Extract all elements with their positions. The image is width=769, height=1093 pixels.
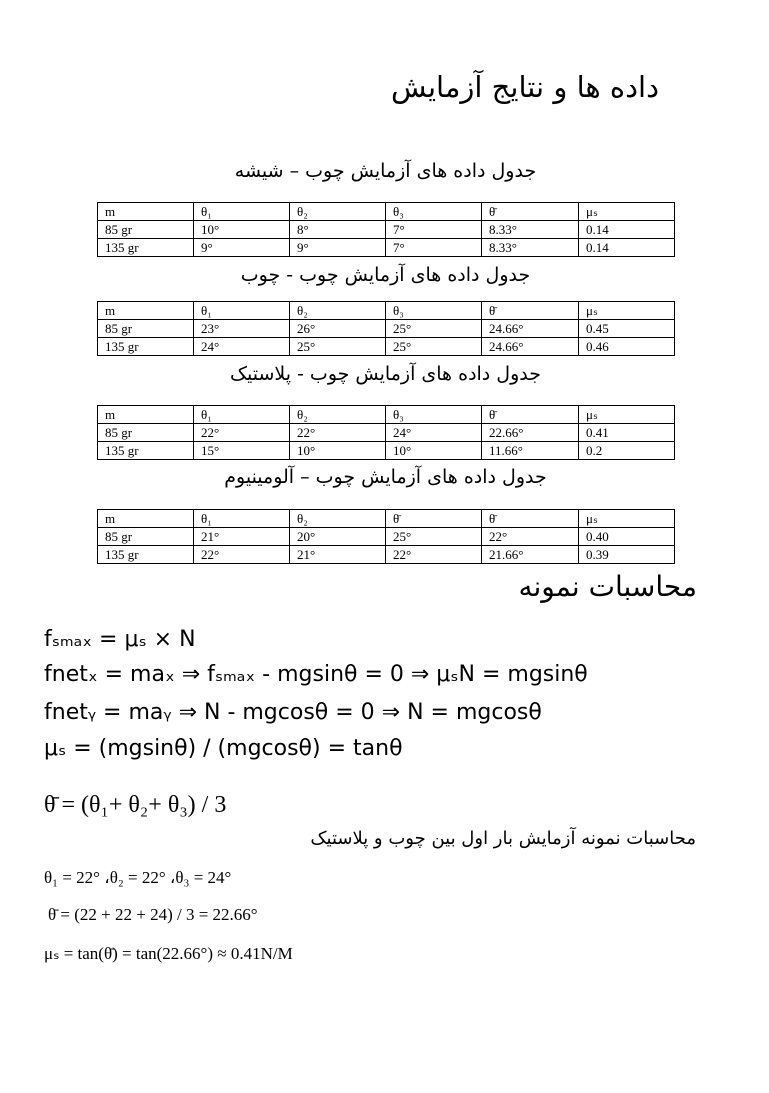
table-cell: 24.66° <box>482 338 579 356</box>
header-cell: θ₁ <box>194 510 290 528</box>
table-cell: 24° <box>386 424 482 442</box>
table-cell: 11.66° <box>482 442 579 460</box>
table-cell: 0.14 <box>579 239 675 257</box>
table-cell: 0.39 <box>579 546 675 564</box>
table-cell: 10° <box>386 442 482 460</box>
table-row <box>98 320 675 338</box>
header-cell: θ̄ <box>386 510 482 528</box>
sample-mu: μₛ = tan(θ̄) = tan(22.66°) ≈ 0.41N/M <box>44 944 293 963</box>
table-cell: 25° <box>386 528 482 546</box>
table-cell: 135 gr <box>98 239 194 257</box>
table-cell: 22° <box>194 546 290 564</box>
header-cell: m <box>98 302 194 320</box>
formula-mean-angle: θ̄ = (θ₁+ θ₂+ θ₃) / 3 <box>44 792 227 818</box>
table-row <box>98 546 675 564</box>
table-cell: 85 gr <box>98 424 194 442</box>
header-cell: μₛ <box>579 510 675 528</box>
table-cell: 15° <box>194 442 290 460</box>
table-row <box>98 442 675 460</box>
table-row <box>98 528 675 546</box>
table-caption-wood-wood: جدول داده های آزمایش چوب - چوب <box>240 264 531 286</box>
table-cell: 135 gr <box>98 442 194 460</box>
header-cell: θ₁ <box>194 203 290 221</box>
table-header-row <box>98 203 675 221</box>
table-cell: 9° <box>194 239 290 257</box>
table-header-row <box>98 406 675 424</box>
table-cell: 0.2 <box>579 442 675 460</box>
table-cell: 10° <box>194 221 290 239</box>
table-header-row <box>98 302 675 320</box>
header-cell: θ₁ <box>194 302 290 320</box>
table-cell: 135 gr <box>98 338 194 356</box>
page-title: داده ها و نتایج آزمایش <box>390 70 659 104</box>
table-cell: 26° <box>290 320 386 338</box>
table-caption-wood-glass: جدول داده های آزمایش چوب – شیشه <box>234 160 537 182</box>
table-cell: 25° <box>386 338 482 356</box>
table-cell: 22° <box>386 546 482 564</box>
header-cell: θ̄ <box>482 510 579 528</box>
header-cell: θ₃ <box>386 406 482 424</box>
sample-mean: θ̄ = (22 + 22 + 24) / 3 = 22.66° <box>48 905 258 924</box>
table-wood-aluminium <box>97 509 675 564</box>
table-cell: 8° <box>290 221 386 239</box>
table-cell: 21° <box>194 528 290 546</box>
table-cell: 0.14 <box>579 221 675 239</box>
table-header-row <box>98 510 675 528</box>
table-row <box>98 338 675 356</box>
header-cell: θ̄ <box>482 406 579 424</box>
header-cell: θ̄ <box>482 203 579 221</box>
header-cell: θ₁ <box>194 406 290 424</box>
table-cell: 8.33° <box>482 221 579 239</box>
table-row <box>98 221 675 239</box>
table-cell: 22° <box>482 528 579 546</box>
formula-friction-max: fₛₘₐₓ = μₛ × N <box>44 627 196 652</box>
table-cell: 25° <box>386 320 482 338</box>
table-cell: 22° <box>194 424 290 442</box>
header-cell: θ₂ <box>290 510 386 528</box>
header-cell: θ̄ <box>482 302 579 320</box>
table-cell: 7° <box>386 239 482 257</box>
header-cell: m <box>98 406 194 424</box>
table-wood-wood <box>97 301 675 356</box>
table-cell: 0.46 <box>579 338 675 356</box>
table-cell: 21° <box>290 546 386 564</box>
table-cell: 22° <box>290 424 386 442</box>
header-cell: θ₂ <box>290 203 386 221</box>
table-row <box>98 424 675 442</box>
header-cell: θ₃ <box>386 302 482 320</box>
sample-caption: محاسبات نمونه آزمایش بار اول بین چوب و پلاستیک <box>310 828 696 849</box>
table-wood-plastic <box>97 405 675 460</box>
table-cell: 25° <box>290 338 386 356</box>
header-cell: μₛ <box>579 302 675 320</box>
formula-mu-tan: μₛ = (mgsinθ) / (mgcosθ) = tanθ <box>44 736 403 761</box>
header-cell: θ₂ <box>290 302 386 320</box>
table-cell: 8.33° <box>482 239 579 257</box>
sample-angles: θ₁ = 22° ،θ₂ = 22° ،θ₃ = 24° <box>44 868 232 887</box>
header-cell: m <box>98 203 194 221</box>
table-cell: 22.66° <box>482 424 579 442</box>
table-cell: 0.41 <box>579 424 675 442</box>
table-wood-glass <box>97 202 675 257</box>
table-caption-wood-aluminium: جدول داده های آزمایش چوب – آلومینیوم <box>224 466 547 488</box>
section-title: محاسبات نمونه <box>518 570 697 603</box>
header-cell: μₛ <box>579 406 675 424</box>
formula-net-force-y: fnetᵧ = maᵧ ⇒ N - mgcosθ = 0 ⇒ N = mgcosθ <box>44 700 542 725</box>
table-cell: 9° <box>290 239 386 257</box>
table-cell: 85 gr <box>98 528 194 546</box>
table-cell: 24° <box>194 338 290 356</box>
table-cell: 23° <box>194 320 290 338</box>
table-cell: 85 gr <box>98 221 194 239</box>
table-cell: 7° <box>386 221 482 239</box>
table-cell: 21.66° <box>482 546 579 564</box>
header-cell: μₛ <box>579 203 675 221</box>
header-cell: θ₂ <box>290 406 386 424</box>
table-cell: 24.66° <box>482 320 579 338</box>
table-cell: 0.40 <box>579 528 675 546</box>
table-cell: 0.45 <box>579 320 675 338</box>
table-caption-wood-plastic: جدول داده های آزمایش چوب - پلاستیک <box>229 363 542 385</box>
table-row <box>98 239 675 257</box>
table-cell: 10° <box>290 442 386 460</box>
table-cell: 135 gr <box>98 546 194 564</box>
formula-net-force-x: fnetₓ = maₓ ⇒ fₛₘₐₓ - mgsinθ = 0 ⇒ μₛN = mgsinθ <box>44 662 588 687</box>
table-cell: 20° <box>290 528 386 546</box>
header-cell: m <box>98 510 194 528</box>
table-cell: 85 gr <box>98 320 194 338</box>
header-cell: θ₃ <box>386 203 482 221</box>
